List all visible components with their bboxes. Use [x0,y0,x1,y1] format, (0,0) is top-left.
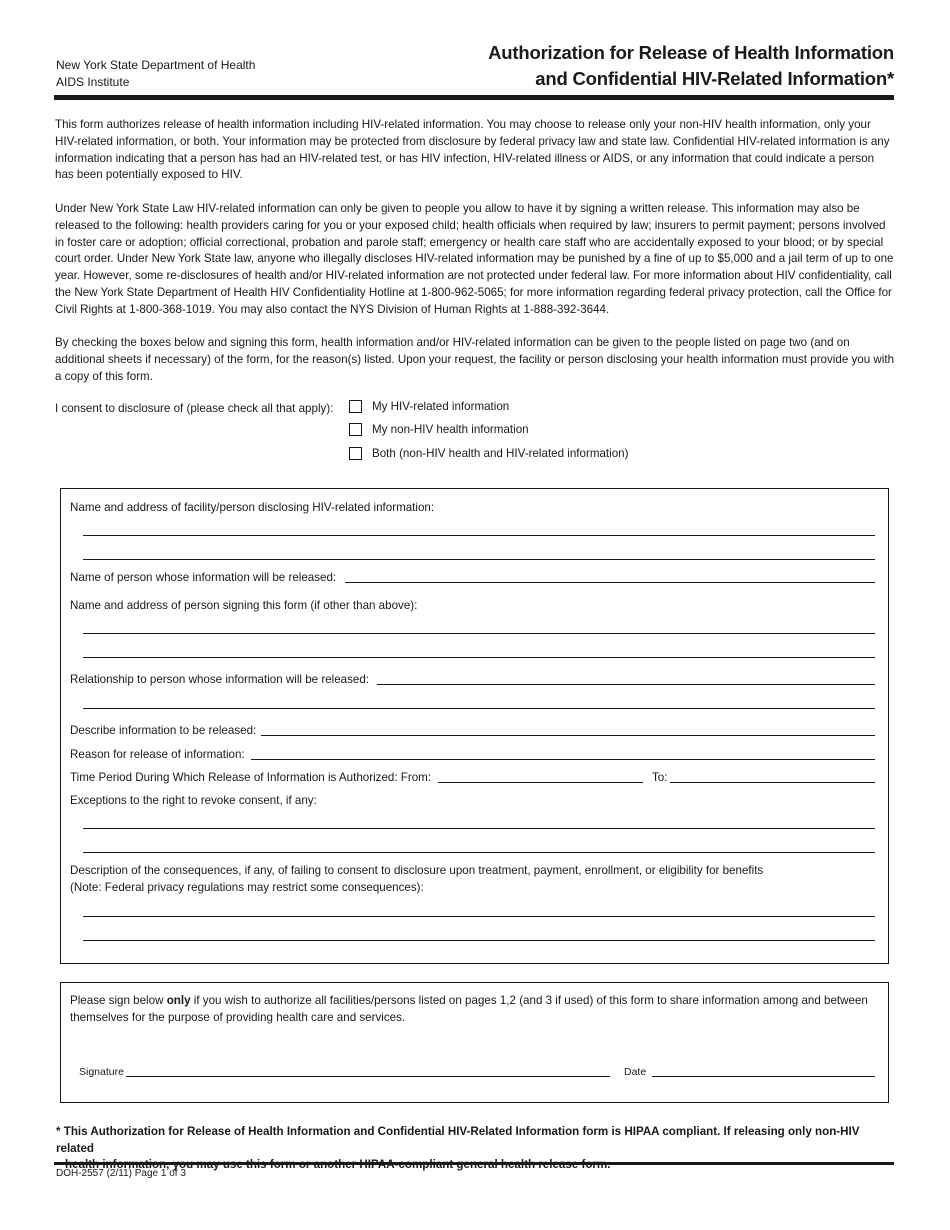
signer-field-line2[interactable] [83,644,875,658]
exceptions-field-line2[interactable] [83,839,875,853]
person-name-field[interactable] [345,569,875,583]
relationship-field-line1[interactable] [377,671,875,685]
consent-option-hiv-label: My HIV-related information [372,400,510,413]
reason-field[interactable] [251,746,875,760]
sign-instructions [70,992,875,1026]
relationship-label: Relationship to person whose information will be released: [70,673,370,686]
consent-option-both[interactable] [349,447,629,460]
signer-label: Name and address of person signing this form (if other than above): [70,599,418,612]
checkbox-both[interactable] [349,447,362,460]
sign-instructions-part2: if you wish to authorize all facilities/persons listed on pages 1,2 (and 3 if used) of this form to share information among and between themselves for the purpose of providing health care and services. [70,994,868,1024]
consequences-label-line1: Description of the consequences, if any, of failing to consent to disclosure upon treatment, payment, enrollment, or eligibility for benefits [70,864,764,877]
hipaa-footnote-line1: * This Authorization for Release of Health Information and Confidential HIV-Related Information form is HIPAA compliant. If releasing only non-HIV related [56,1125,860,1155]
facility-field-line1[interactable] [83,522,875,536]
exceptions-field-line1[interactable] [83,815,875,829]
from-date-field[interactable] [438,769,643,783]
consequences-label-line2: (Note: Federal privacy regulations may restrict some consequences): [70,881,424,894]
consent-label: I consent to disclosure of (please check all that apply): [55,402,334,415]
to-label: To: [652,771,668,784]
consequences-label [70,862,870,896]
to-date-field[interactable] [670,769,875,783]
person-name-label: Name of person whose information will be released: [70,571,337,584]
form-title-line2: and Confidential HIV-Related Information* [535,68,894,89]
reason-label: Reason for release of information: [70,748,245,761]
form-title-line1: Authorization for Release of Health Information [488,42,894,63]
consequences-field-line2[interactable] [83,927,875,941]
header-rule [54,95,894,100]
consent-option-hiv[interactable] [349,400,509,413]
sign-instructions-only: only [166,994,191,1007]
department-name: New York State Department of Health [56,58,256,72]
date-field[interactable] [652,1063,875,1077]
form-code: DOH-2557 (2/11) Page 1 of 3 [56,1168,186,1179]
intro-paragraph-2: Under New York State Law HIV-related information can only be given to people you allow to have it by signing a written release. This information may also be released to the following: health providers caring for you or your exposed child; health officials when required by law; insurers to permit payment; persons involved in foster care or adoption; official correctional, probation and parole staff; emergency or health care staff who are accidentally exposed to your blood; or by special court order. Under New York State law, anyone who illegally discloses HIV-related information may be punished by a fine of up to $5,000 and a jail term of up to one year. However, some re-disclosures of health and/or HIV-related information are not protected under federal law. For more information about HIV confidentiality, call the New York State Department of Health HIV Confidentiality Hotline at 1-800-962-5065; for more information regarding federal privacy protection, call the Office for Civil Rights at 1-800-368-1019. You may also contact the NYS Division of Human Rights at 1-888-392-3644. [55,202,894,316]
checkbox-non-hiv[interactable] [349,423,362,436]
signature-field[interactable] [126,1063,610,1077]
form-title [488,40,894,92]
describe-label: Describe information to be released: [70,724,257,737]
exceptions-label: Exceptions to the right to revoke consent, if any: [70,794,317,807]
describe-field[interactable] [261,722,875,736]
hipaa-footnote [56,1124,886,1174]
intro-paragraph-3: By checking the boxes below and signing this form, health information and/or HIV-related information can be given to the people listed on page two (and on additional sheets if necessary) of the form, for the reason(s) listed. Upon your request, the facility or person disclosing your health information must provide you with a copy of this form. [55,336,895,383]
sign-instructions-part1: Please sign below [70,994,167,1007]
department-block [56,57,255,91]
consent-option-non-hiv-label: My non-HIV health information [372,423,529,436]
consequences-field-line1[interactable] [83,903,875,917]
consent-option-both-label: Both (non-HIV health and HIV-related information) [372,447,629,460]
intro-paragraph-1: This form authorizes release of health information including HIV-related information. You may choose to release only your non-HIV health information, only your HIV-related information, or both. Your information may be protected from disclosure by federal privacy law and state law. Confidential HIV-related information is any information indicating that a person has had an HIV-related test, or has HIV infection, HIV-related illness or AIDS, or any information that could indicate a person has been potentially exposed to HIV. [55,118,890,182]
facility-label: Name and address of facility/person disclosing HIV-related information: [70,501,435,514]
signer-field-line1[interactable] [83,620,875,634]
date-label: Date [624,1066,647,1078]
facility-field-line2[interactable] [83,546,875,560]
consent-option-non-hiv[interactable] [349,423,529,436]
time-period-label: Time Period During Which Release of Information is Authorized: From: [70,771,432,784]
footer-rule [54,1162,894,1165]
signature-label: Signature [79,1066,124,1078]
checkbox-hiv[interactable] [349,400,362,413]
institute-name: AIDS Institute [56,75,130,89]
relationship-field-line2[interactable] [83,695,875,709]
